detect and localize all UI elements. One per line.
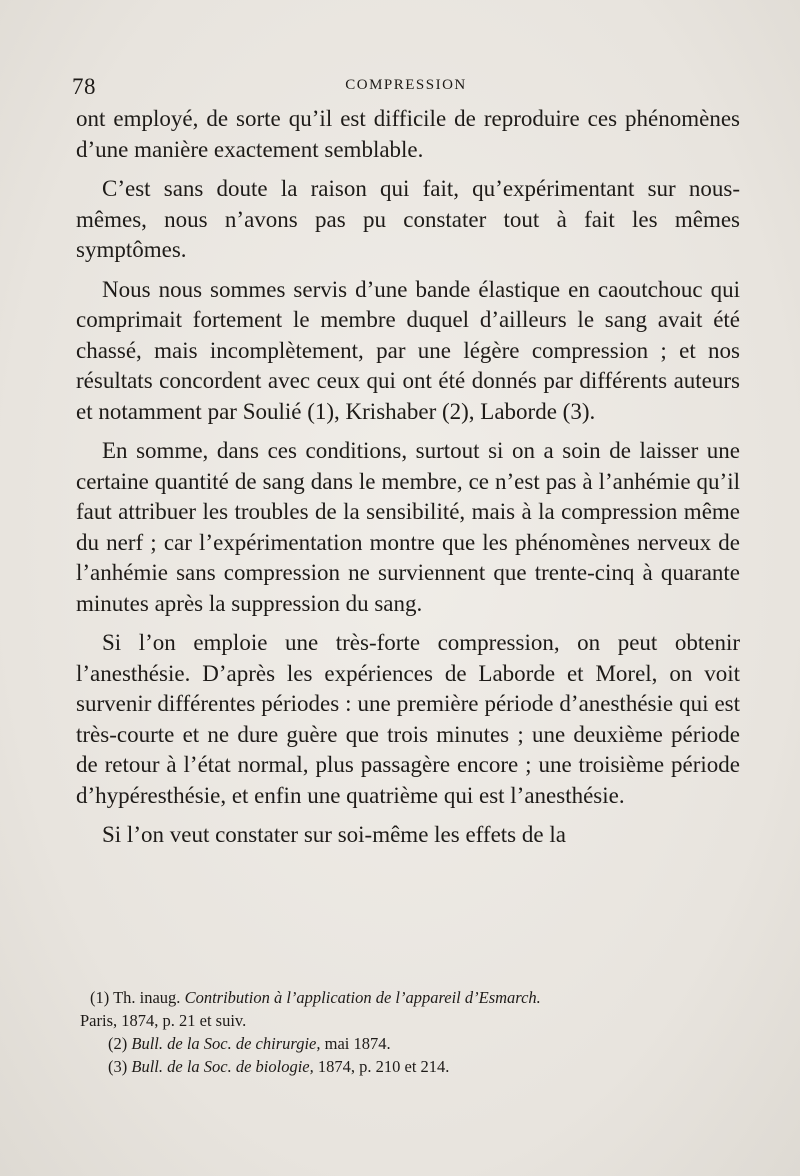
footnote-1 (90, 986, 750, 1009)
paragraph: C’est sans doute la raison qui fait, qu’expérimentant sur nous-mêmes, nous n’avons pas pu constater tout à fait les mêmes symptômes. (76, 176, 740, 262)
paragraph: Nous nous sommes servis d’une bande élastique en caoutchouc qui comprimait fortement le membre duquel d’ailleurs le sang avait été chassé, mais incomplètement, par une légère compression ; et nos résultats concordent avec ceux qui ont été donnés par différents auteurs et notamment par Soulié (1), Krishaber (2), Laborde (3). (76, 276, 740, 424)
footnote-1-mark: (1) Th. inaug. (90, 988, 181, 1007)
footnote-3-detail: 1874, p. 210 et 214. (317, 1057, 450, 1076)
running-header (72, 74, 740, 104)
page-number: 78 (72, 74, 96, 99)
footnote-1-continuation: Paris, 1874, p. 21 et suiv. (80, 1011, 247, 1030)
paragraph: Si l’on emploie une très-forte compression, on peut obtenir l’anesthésie. D’après les expériences de Laborde et Morel, on voit survenir différentes périodes : une première période d’anesthésie qui est très-courte et ne dure guère que trois minutes ; une deuxième période de retour à l’état normal, plus passagère encore ; une troisième période d’hypéresthésie, et enfin une quatrième qui est l’anesthésie. (76, 630, 740, 808)
footnote-2 (108, 1032, 750, 1055)
footnote-2-title: Bull. de la Soc. de chirurgie, (131, 1034, 321, 1053)
running-title: COMPRESSION (345, 77, 467, 93)
paragraph: En somme, dans ces conditions, surtout si on a soin de laisser une certaine quantité de sang dans le membre, ce n’est pas à l’anhémie qu’il faut attribuer les troubles de la sensibilité, mais à la compression même du nerf ; car l’expérimentation montre que les phénomènes nerveux de l’anhémie sans compression ne surviennent que trente-cinq à quarante minutes après la suppression du sang. (76, 438, 740, 616)
footnote-3-mark: (3) (108, 1057, 128, 1076)
footnotes (80, 986, 750, 1078)
footnote-2-detail: mai 1874. (324, 1034, 391, 1053)
paragraph: ont employé, de sorte qu’il est difficile de reproduire ces phénomènes d’une manière exactement semblable. (76, 106, 740, 162)
footnote-3 (108, 1055, 750, 1078)
body-text (76, 104, 740, 860)
footnote-1-title: Contribution à l’application de l’appareil d’Esmarch. (184, 988, 541, 1007)
footnote-3-title: Bull. de la Soc. de biologie, (131, 1057, 314, 1076)
paragraph: Si l’on veut constater sur soi-même les effets de la (102, 822, 566, 847)
footnote-2-mark: (2) (108, 1034, 128, 1053)
